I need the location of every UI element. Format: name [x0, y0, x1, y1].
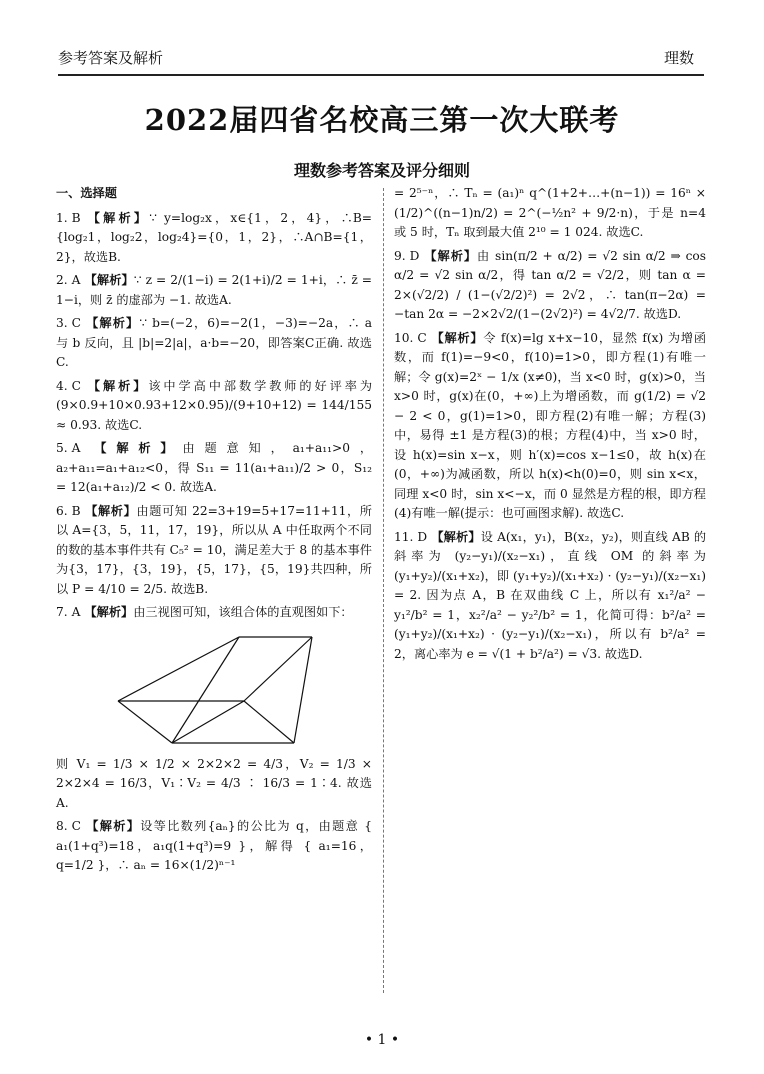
analysis-tag: 【解析】: [84, 378, 149, 393]
question-number: 1.: [56, 210, 68, 225]
figure-edge: [118, 701, 172, 743]
analysis-tag: 【解析】: [84, 605, 134, 620]
column-divider: [383, 188, 384, 993]
analysis-tag: 【解析】: [84, 316, 140, 331]
figure-edge: [244, 701, 294, 743]
question-1: [56, 209, 372, 268]
question-8: [56, 817, 372, 876]
answer-letter: C: [71, 819, 81, 834]
analysis-tag: 【解析】: [84, 273, 134, 288]
answer-letter: D: [409, 248, 420, 263]
question-number: 11.: [394, 529, 414, 544]
figure-edge: [294, 637, 312, 743]
analysis-text: 设 A(x₁，y₁)，B(x₂，y₂)，则直线 AB 的斜率为 (y₂−y₁)/(x₂−x₁)，直线 OM 的斜率为 (y₁+y₂)/(x₁+x₂)，即 (y₁+y₂)/(x₁+x₂) · (y₂−y₁)/(x₂−x₁) = 2. 因为点 A，B 在双曲线 C 上，所以有 x₁²/a² − y₁²/b² = 1，x₂²/a² − y₂²/b² = 1，化简可得：b²/a² = (y₁+y₂)/(x₁+x₂) · (y₂−y₁)/(x₂−x₁)，所以有 b²/a² = 2，离心率为 e = √(1 + b²/a²) = √3. 故选D.: [394, 529, 707, 661]
analysis-text: 令 f(x)=lg x+x−10，显然 f(x) 为增函数，而 f(1)=−9<0，f(10)=1>0，即方程(1)有唯一解；令 g(x)=2ˣ − 1/x (x≠0)，当 x<0 时，g(x)>0，当 x>0 时，g(x)在(0，+∞)上为增函数，而 g(1/2) = √2 − 2 < 0，g(1)=1>0，即方程(2)有唯一解；方程(3)中，易得 ±1 是方程(3)的根；方程(4)中，当 x>0 时，设 h(x)=sin x−x，则 h′(x)=cos x−1≤0，故 h(x)在(0，+∞)为减函数，所以 h(x)<h(0)=0，则 sin x<x，同理 x<0 时，sin x<−x，而 0 显然是方程的根，即方程(4)有唯一解(提示：也可画图求解). 故选C.: [394, 330, 707, 521]
solid-figure: [114, 631, 314, 749]
section-title: 一、选择题: [56, 186, 117, 200]
question-6: [56, 502, 372, 600]
question-number: 2.: [56, 273, 68, 288]
question-8-continued: = 2⁵⁻ⁿ，∴ Tₙ = (a₁)ⁿ q^(1+2+…+(n−1)) = 16ⁿ × (1/2)^((n−1)n/2) = 2^(−½n² + 9/2·n)，于是 n=4 或 5 时，Tₙ 取到最大值 2¹⁰ = 1 024. 故选C.: [394, 186, 706, 240]
question-number: 10.: [394, 330, 414, 345]
analysis-tag: 【解析】: [423, 248, 478, 263]
page-subtitle: 理数参考答案及评分细则: [293, 161, 470, 180]
question-number: 6.: [56, 503, 68, 518]
question-10: [394, 329, 706, 524]
figure-edge: [118, 637, 239, 701]
header-right: 理数: [663, 49, 694, 67]
analysis-tag: 【解析】: [431, 529, 481, 544]
question-number: 3.: [56, 316, 68, 331]
analysis-text: ∵ b=(−2，6)=−2(1，−3)=−2a，∴ a 与 b 反向，且 |b|=2|a|，a·b=−20，即答案C正确. 故选C.: [56, 316, 372, 370]
left-column: [56, 184, 372, 880]
answer-letter: A: [71, 605, 81, 620]
answer-letter: A: [71, 441, 81, 456]
answer-letter: B: [71, 503, 81, 518]
question-3: [56, 314, 372, 373]
analysis-tag: 【解析】: [84, 819, 141, 834]
answer-letter: B: [71, 210, 81, 225]
answer-letter: C: [71, 316, 81, 331]
analysis-tag: 【解析】: [84, 210, 150, 225]
right-column: [394, 184, 706, 668]
figure-edge: [172, 701, 244, 743]
question-7: [56, 603, 372, 623]
answer-letter: C: [71, 378, 81, 393]
analysis-tag: 【解析】: [84, 441, 183, 456]
question-5: [56, 439, 372, 498]
analysis-text: 由题可知 22=3+19=5+17=11+11，所以 A={3，5，11，17，19}，所以从 A 中任取两个不同的数的基本事件共有 C₅² = 10，满足差大于 8 的基本事件为{3，17}，{3，19}，{5，17}，{5，19}共四种，所以 P = 4/10 = 2/5. 故选B.: [56, 503, 372, 596]
analysis-text: 设等比数列{aₙ}的公比为 q，由题意 { a₁(1+q³)=18，a₁q(1+q³)=9 }，解得 { a₁=16，q=1/2 }，∴ aₙ = 16×(1/2)ⁿ⁻¹: [56, 819, 373, 873]
figure-edge: [244, 637, 312, 701]
analysis-text: 由 sin(π/2 + α/2) = √2 sin α/2 ⇒ cos α/2 = √2 sin α/2，得 tan α/2 = √2/2，则 tan α = 2×(√2/2) / (1−(√2/2)²) = 2√2，∴ tan(π−2α) = −tan 2α = −2×2√2/(1−(2√2)²) = 4√2/7. 故选D.: [394, 248, 706, 322]
answer-letter: D: [417, 529, 428, 544]
answer-letter: A: [71, 273, 81, 288]
question-11: [394, 528, 706, 665]
question-7-continued: 则 V₁ = 1/3 × 1/2 × 2×2×2 = 4/3，V₂ = 1/3 × 2×2×4 = 16/3，V₁∶V₂ = 4/3 ∶ 16/3 = 1∶4. 故选A.: [56, 756, 372, 810]
question-number: 9.: [394, 248, 406, 263]
analysis-text: ∵ y=log₂x，x∈{1，2，4}，∴B={log₂1，log₂2，log₂4}={0，1，2}，∴A∩B={1，2}，故选B.: [56, 210, 373, 264]
question-9: [394, 247, 706, 325]
figure-edge: [172, 637, 239, 743]
analysis-text: 由题意知，a₁+a₁₁>0，a₂+a₁₁=a₁+a₁₂<0，得 S₁₁ = 11(a₁+a₁₁)/2 > 0，S₁₂ = 12(a₁+a₁₂)/2 < 0. 故选A.: [56, 441, 373, 495]
analysis-text: 由三视图可知，该组合体的直观图如下：: [133, 605, 353, 620]
question-4: [56, 377, 372, 436]
analysis-tag: 【解析】: [84, 503, 137, 518]
analysis-text: 该中学高中部数学教师的好评率为 (9×0.9+10×0.93+12×0.95)/(9+10+12) = 144/155 ≈ 0.93. 故选C.: [56, 378, 373, 432]
analysis-text: ∵ z = 2/(1−i) = 2(1+i)/2 = 1+i，∴ z̄ = 1−i，则 z̄ 的虚部为 −1. 故选A.: [56, 273, 372, 307]
question-number: 8.: [56, 819, 68, 834]
question-number: 4.: [56, 378, 68, 393]
header-left: 参考答案及解析: [58, 49, 164, 67]
header-rule: [58, 74, 704, 76]
question-number: 5.: [56, 441, 68, 456]
question-2: [56, 271, 372, 310]
page-title: 2022届四省名校高三第一次大联考: [144, 103, 620, 137]
answer-letter: C: [417, 330, 427, 345]
page-number: • 1 •: [364, 1032, 400, 1048]
analysis-tag: 【解析】: [430, 330, 484, 345]
question-number: 7.: [56, 605, 68, 620]
